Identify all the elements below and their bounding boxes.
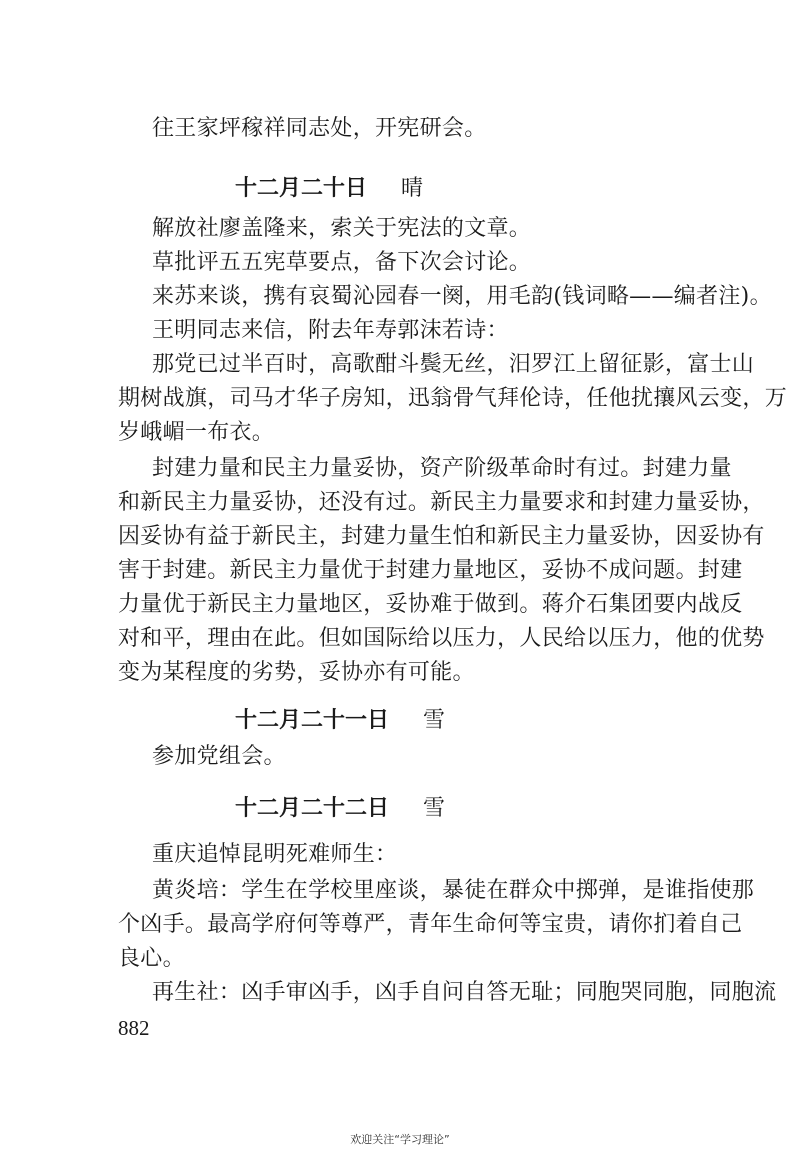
paragraph-line: 黄炎培：学生在学校里座谈，暴徒在群众中掷弹，是谁指使那 [152,878,755,903]
poem-line: 岁峨嵋一布衣。 [118,420,275,445]
text-line: 往王家坪稼祥同志处，开宪研会。 [152,116,487,141]
paragraph-line: 害于封建。新民主力量优于封建力量地区，妥协不成问题。封建 [118,558,743,583]
text-line: 再生社：凶手审凶手，凶手自问自答无耻；同胞哭同胞，同胞流 [152,980,777,1005]
weather-label: 晴 [401,176,424,201]
paragraph-line: 因妥协有益于新民主，封建力量生怕和新民主力量妥协，因妥协有 [118,524,765,549]
text-line: 来苏来谈，携有哀蜀沁园春一阕，用毛韵(钱词略——编者注)。 [152,284,772,309]
poem-line: 那党已过半百时，高歌酣斗鬓无丝，汨罗江上留征影，富士山 [152,352,755,377]
date-label: 十二月二十日 [235,176,368,201]
weather-label: 雪 [423,796,446,821]
diary-date-heading [235,704,445,738]
text-line: 解放社廖盖隆来，索关于宪法的文章。 [152,216,532,241]
date-label: 十二月二十一日 [235,708,390,733]
text-line: 草批评五五宪草要点，备下次会讨论。 [152,250,532,275]
weather-label: 雪 [423,708,446,733]
diary-date-heading [235,792,445,826]
paragraph-line: 封建力量和民主力量妥协，资产阶级革命时有过。封建力量 [152,456,732,481]
date-label: 十二月二十二日 [235,796,390,821]
text-line: 重庆追悼昆明死难师生： [152,842,398,867]
diary-date-heading [235,172,423,206]
paragraph-line: 力量优于新民主力量地区，妥协难于做到。蒋介石集团要内战反 [118,592,743,617]
paragraph-line: 变为某程度的劣势，妥协亦有可能。 [118,660,475,685]
paragraph-line: 对和平，理由在此。但如国际给以压力，人民给以压力，他的优势 [118,626,765,651]
paragraph-line: 个凶手。最高学府何等尊严，青年生命何等宝贵，请你扪着自己 [118,912,743,937]
footer-caption: 欢迎关注“学习理论” [350,1133,450,1146]
page-number: 882 [118,1016,150,1040]
text-line: 参加党组会。 [152,744,286,769]
paragraph-line: 和新民主力量妥协，还没有过。新民主力量要求和封建力量妥协， [118,490,765,515]
poem-line: 期树战旗，司马才华子房知，迅翁骨气拜伦诗，任他扰攘风云变，万 [118,386,788,411]
paragraph-line: 良心。 [118,946,185,971]
text-line: 王明同志来信，附去年寿郭沫若诗： [152,318,509,343]
